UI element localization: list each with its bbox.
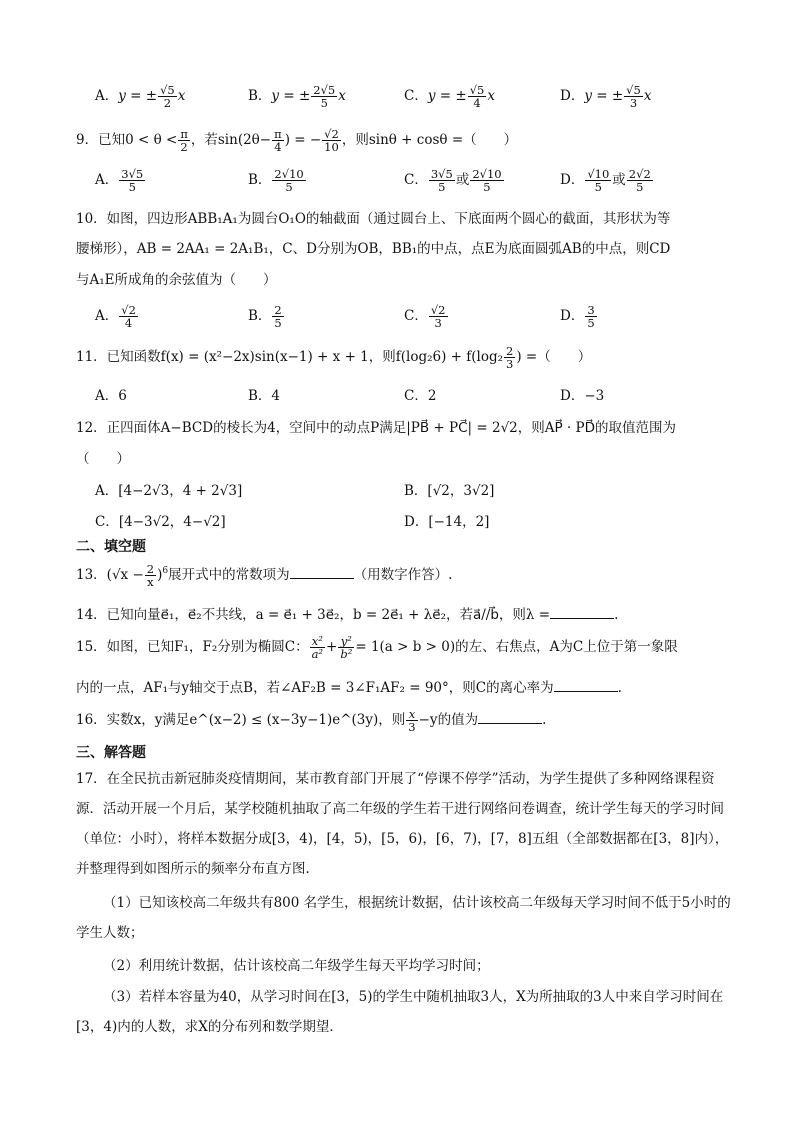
q12-option-b[interactable] xyxy=(404,479,494,499)
option-var: x xyxy=(643,88,652,105)
fraction xyxy=(406,708,417,733)
option-label: B． xyxy=(248,388,272,404)
option-label: B． xyxy=(248,172,272,189)
q16-suffix: −y的值为 xyxy=(418,712,479,729)
fraction xyxy=(585,304,596,329)
q10-option-c[interactable] xyxy=(404,304,449,329)
option-text: 2 xyxy=(427,388,437,404)
q9-mid2: ) = − xyxy=(284,132,322,149)
option-label: C． xyxy=(404,308,428,325)
q16-stem xyxy=(76,708,734,733)
q15-tail: . xyxy=(617,680,622,696)
fraction xyxy=(158,84,177,109)
q17-part1: （1）已知该校高二年级共有800 名学生，根据统计数据，估计该校高二年级每天学习时间不低于5小时的学生人数； xyxy=(76,895,731,941)
fraction xyxy=(119,304,138,329)
q15-line1 xyxy=(76,635,734,660)
denominator: 4 xyxy=(274,140,282,155)
q10-option-d[interactable] xyxy=(560,304,598,329)
denominator: 5 xyxy=(285,180,293,195)
option-label: C． xyxy=(404,388,428,404)
q12-option-d[interactable] xyxy=(404,510,489,530)
option-label: C． xyxy=(95,514,119,530)
denominator: 5 xyxy=(320,96,328,111)
q9-suffix: ，则sinθ + cosθ =（ ） xyxy=(341,132,518,149)
denominator: 3 xyxy=(408,720,416,735)
denominator: x xyxy=(147,575,154,590)
fraction xyxy=(338,635,354,660)
fraction xyxy=(585,168,611,193)
q11-option-a[interactable] xyxy=(95,384,127,404)
option-text: [−14，2] xyxy=(428,514,490,530)
plus-sign: + xyxy=(326,639,338,656)
q14-text: 14．已知向量e⃗₁，e⃗₂不共线，a = e⃗₁ + 3e⃗₂，b = 2e⃗₁ + λe⃗₂，若a⃗//b⃗，则λ = xyxy=(76,607,551,623)
option-label: D． xyxy=(404,514,429,530)
fraction xyxy=(272,128,284,153)
q9-option-b[interactable] xyxy=(248,168,307,193)
section-fill-in-title: 二、填空题 xyxy=(76,539,146,555)
fraction xyxy=(119,168,145,193)
q14-tail: . xyxy=(614,607,619,623)
q15-suffix: = 1(a > b > 0)的左、右焦点，A为C上位于第一象限 xyxy=(355,639,678,656)
option-text: −3 xyxy=(584,388,605,404)
option-text: [4−2√3，4 + 2√3] xyxy=(118,483,243,499)
option-text: y = ± xyxy=(118,88,158,105)
fraction xyxy=(624,84,643,109)
fraction xyxy=(145,563,156,588)
denominator: 5 xyxy=(636,180,644,195)
numerator: √2 xyxy=(324,127,339,141)
q9-prefix: 9．已知0 < θ < xyxy=(76,132,178,149)
denominator: 2 xyxy=(180,140,188,155)
q9-stem xyxy=(76,128,734,153)
fraction xyxy=(504,345,515,370)
q9-mid: ，若sin(2θ− xyxy=(190,132,272,149)
numerator: √5 xyxy=(626,83,641,97)
q11-suffix: ) =（ ） xyxy=(516,349,592,366)
fraction xyxy=(272,304,283,329)
fraction xyxy=(178,128,190,153)
option-label: D． xyxy=(560,88,585,105)
numerator: 2√10 xyxy=(274,167,304,181)
answer-blank[interactable] xyxy=(290,566,354,579)
numerator: 3√5 xyxy=(121,167,144,181)
option-label: A． xyxy=(95,308,119,325)
numerator: √5 xyxy=(469,83,485,97)
answer-blank[interactable] xyxy=(554,679,618,692)
q9-option-a[interactable] xyxy=(95,168,146,193)
option-label: A． xyxy=(95,483,119,499)
option-label: A． xyxy=(95,388,119,404)
q8-option-c[interactable] xyxy=(404,84,495,109)
q12-option-c[interactable] xyxy=(95,510,226,530)
option-text: [4−3√2，4−√2] xyxy=(118,514,226,530)
q13-suffix: 展开式中的常数项为 xyxy=(168,567,290,584)
or-text: 或 xyxy=(455,172,470,189)
option-var: x xyxy=(177,88,186,105)
numerator: π xyxy=(180,127,188,141)
answer-blank[interactable] xyxy=(478,711,542,724)
numerator: √2 xyxy=(121,303,136,317)
numerator: 2√5 xyxy=(313,83,336,97)
numerator: √10 xyxy=(587,167,610,181)
denominator: 3 xyxy=(434,316,442,331)
numerator: 2 xyxy=(506,344,514,358)
q12-line2: （ ） xyxy=(76,451,130,467)
q10-option-a[interactable] xyxy=(95,304,139,329)
denominator: 5 xyxy=(128,180,136,195)
q12-line1: 12．正四面体A−BCD的棱长为4，空间中的动点P满足|PB⃗ + PC⃗| = 2√2，则AP⃗ · PD⃗的取值范围为 xyxy=(76,420,676,436)
q14-stem xyxy=(76,603,734,623)
q16-prefix: 16．实数x，y满足e^(x−2) ≤ (x−3y−1)e^(3y)，则 xyxy=(76,712,406,729)
q13-prefix: 13．(√x − xyxy=(76,567,144,584)
exponent: 6 xyxy=(162,566,169,577)
q11-option-b[interactable] xyxy=(248,384,280,404)
q11-stem xyxy=(76,345,734,370)
denominator: 5 xyxy=(483,180,491,195)
q17-intro: 17．在全民抗击新冠肺炎疫情期间，某市教育部门开展了“停课不停学”活动，为学生提供了多种网络课程资源．活动开展一个月后，某学校随机抽取了高二年级的学生若干进行网络问卷调查，统计学生每天的学习时间（单位：小时），将样本数据分成[3，4)，[4，5)，[5，6)，[6，7)，[7，8]五组（全部数据都在[3，8]内），并整理得到如图所示的频率分布直方图． xyxy=(76,771,729,877)
q10-line2: 腰梯形），AB = 2AA₁ = 2A₁B₁，C、D分别为OB，BB₁的中点，点E为底面圆弧AB的中点，则CD xyxy=(76,241,671,257)
fraction xyxy=(322,128,341,153)
section-solution-title: 三、解答题 xyxy=(76,745,146,761)
q8-option-b[interactable] xyxy=(248,84,346,109)
denominator: 5 xyxy=(594,180,602,195)
q12-option-a[interactable] xyxy=(95,479,242,499)
q10-option-b[interactable] xyxy=(248,304,285,329)
q11-prefix: 11．已知函数f(x) = (x²−2x)sin(x−1) + x + 1，则f(log₂6) + f(log₂ xyxy=(76,349,504,366)
q10-line1: 10．如图，四边形ABB₁A₁为圆台O₁O的轴截面（通过圆台上、下底面两个圆心的截面，其形状为等 xyxy=(76,211,671,227)
option-text: 6 xyxy=(118,388,127,404)
q16-tail: . xyxy=(542,712,547,729)
numerator: π xyxy=(274,127,282,141)
option-var: x xyxy=(487,88,495,105)
numerator: 2√2 xyxy=(628,167,651,181)
q15-line2 xyxy=(76,676,734,696)
numerator: 3 xyxy=(587,303,595,317)
q13-stem: 13．(√x − $\frac{2}{x}$ )$^6$展开式中的常数项为 （用数字作答）. xyxy=(76,562,453,590)
option-label: B． xyxy=(248,308,272,325)
fraction xyxy=(429,304,448,329)
option-text: [√2，3√2] xyxy=(427,483,495,499)
denominator: a² xyxy=(311,647,324,662)
numerator: 3√5 xyxy=(430,167,453,181)
numerator: √5 xyxy=(160,83,175,97)
option-text: y = ± xyxy=(271,88,311,105)
denominator: 3 xyxy=(629,96,638,111)
numerator: √2 xyxy=(430,303,446,317)
option-label: D． xyxy=(560,308,585,325)
q8-option-d[interactable] xyxy=(560,84,651,109)
option-label: B． xyxy=(248,88,272,105)
option-label: D． xyxy=(560,172,585,189)
denominator: 5 xyxy=(587,316,595,331)
option-label: A． xyxy=(95,172,119,189)
denominator: 5 xyxy=(274,316,282,331)
option-label: C． xyxy=(404,88,428,105)
numerator: x xyxy=(406,708,417,721)
q17-part2: （2）利用统计数据，估计该校高二年级学生每天平均学习时间； xyxy=(103,958,490,974)
numerator: 2 xyxy=(274,303,282,317)
or-text: 或 xyxy=(612,172,626,189)
answer-blank[interactable] xyxy=(550,606,614,619)
fraction xyxy=(272,168,305,193)
fraction xyxy=(470,168,503,193)
option-text: 4 xyxy=(271,388,281,404)
denominator: b² xyxy=(340,647,353,662)
option-label: D． xyxy=(560,388,585,404)
option-label: B． xyxy=(404,483,428,499)
q13-tail: （用数字作答）. xyxy=(353,567,453,584)
numerator: 2 xyxy=(146,562,155,576)
q17-part3: （3）若样本容量为40，从学习时间在[3，5)的学生中随机抽取3人，X为所抽取的3人中来自学习时间在[3，4)内的人数，求X的分布列和数学期望． xyxy=(76,989,724,1035)
q15-line2-text: 内的一点，AF₁与y轴交于点B，若∠AF₂B = 3∠F₁AF₂ = 90°，则C的离心率为 xyxy=(76,680,554,696)
option-var: x xyxy=(338,88,346,105)
fraction xyxy=(311,84,337,109)
numerator: x² xyxy=(310,635,325,648)
denominator: 3 xyxy=(506,357,514,372)
numerator: 2√10 xyxy=(472,167,502,181)
denominator: 5 xyxy=(438,180,446,195)
denominator: 4 xyxy=(124,316,133,331)
fraction xyxy=(468,84,487,109)
fraction xyxy=(310,635,325,660)
option-text: y = ± xyxy=(584,88,624,105)
q9-option-d[interactable] xyxy=(560,168,654,193)
numerator: y² xyxy=(338,635,354,648)
q11-option-d[interactable] xyxy=(560,384,604,404)
fraction xyxy=(627,168,653,193)
option-text: y = ± xyxy=(427,88,467,105)
denominator: 4 xyxy=(473,96,481,111)
q15-prefix: 15．如图，已知F₁，F₂分别为椭圆C： xyxy=(76,639,309,656)
q10-line3: 与A₁E所成角的余弦值为（ ） xyxy=(76,272,277,288)
fraction xyxy=(429,168,455,193)
q8-option-a[interactable] xyxy=(95,84,185,109)
denominator: 10 xyxy=(324,140,339,155)
q9-option-c[interactable] xyxy=(404,168,505,193)
q11-option-c[interactable] xyxy=(404,384,436,404)
option-label: C． xyxy=(404,172,428,189)
denominator: 2 xyxy=(163,96,172,111)
option-label: A． xyxy=(95,88,119,105)
